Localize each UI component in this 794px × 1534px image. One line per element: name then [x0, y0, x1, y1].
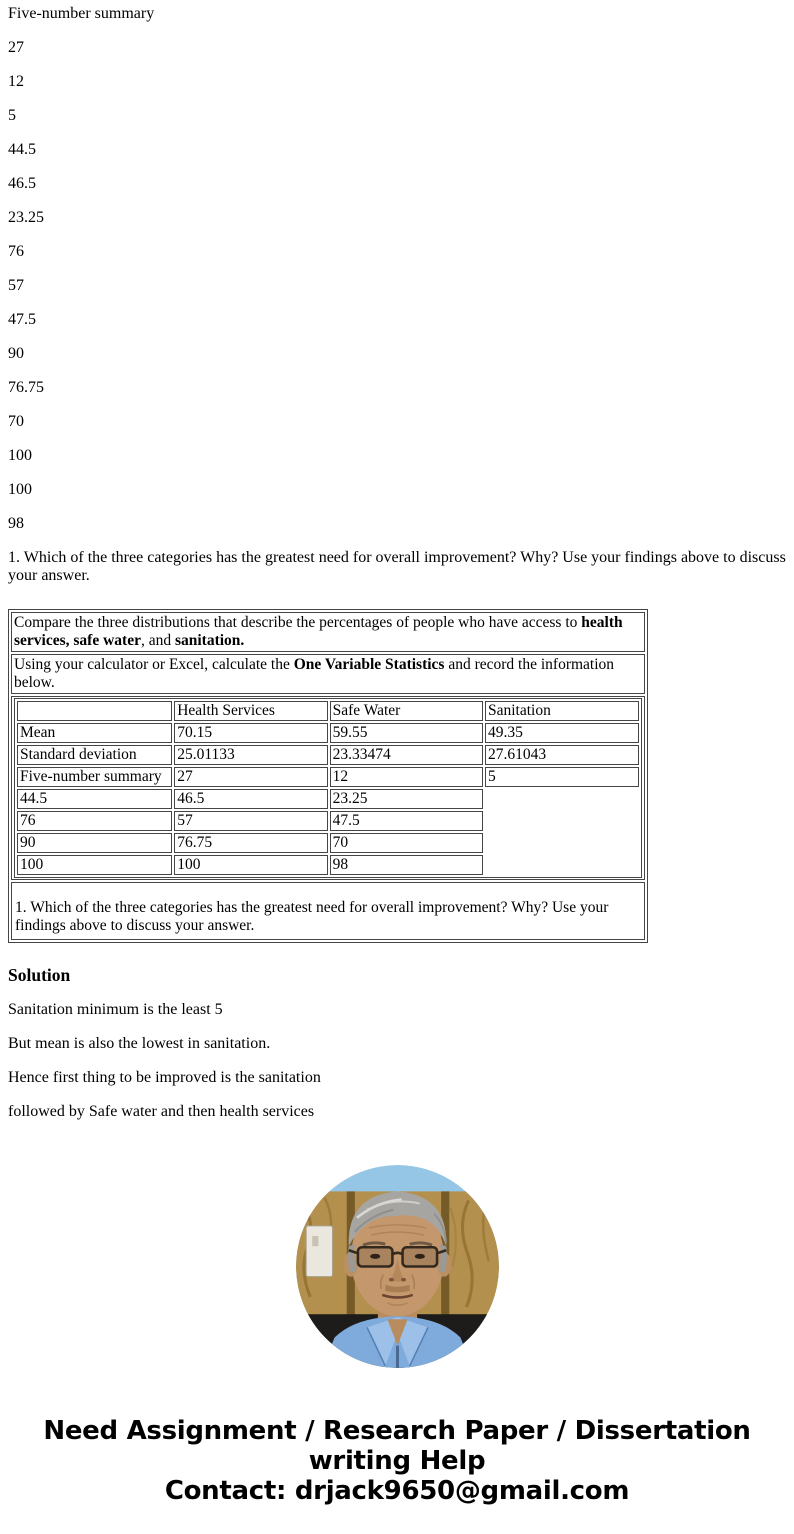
- instruction-row: [11, 654, 645, 694]
- table-question-cell: [11, 882, 645, 940]
- compare-text-2: , and: [140, 632, 175, 649]
- stats-value: 12: [330, 767, 483, 787]
- data-value: 23.25: [8, 209, 44, 226]
- data-value: 100: [8, 481, 32, 498]
- stats-value: 90: [17, 833, 172, 853]
- calc-instruction-cell: [11, 654, 645, 694]
- compare-row: [11, 612, 645, 652]
- data-value: 27: [8, 39, 24, 56]
- footer-line-1: Need Assignment / Research Paper / Dissertation: [43, 1416, 751, 1446]
- data-value: 76: [8, 243, 24, 260]
- table-row-standard-deviation: [17, 745, 639, 765]
- five-number-summary-list: [8, 5, 786, 533]
- data-value: 76.75: [8, 379, 44, 396]
- stats-value: 23.33474: [330, 745, 483, 765]
- stats-value: 44.5: [17, 789, 172, 809]
- stats-value: 47.5: [330, 811, 483, 831]
- table-question-row: [11, 882, 645, 940]
- task-table: [8, 609, 648, 943]
- data-value: 46.5: [8, 175, 36, 192]
- stats-row-label: Five-number summary: [17, 767, 172, 787]
- pre-table-question: 1. Which of the three categories has the greatest need for overall improvement? Why? Use your findings above to discuss your answer.: [8, 549, 786, 584]
- stats-header-row: [17, 701, 639, 721]
- stats-value: 27.61043: [485, 745, 639, 765]
- compare-instruction-cell: [11, 612, 645, 652]
- stats-value: 46.5: [174, 789, 327, 809]
- stats-value: 100: [17, 855, 172, 875]
- data-value: 100: [8, 447, 32, 464]
- stats-value: 49.35: [485, 723, 639, 743]
- stats-value: 25.01133: [174, 745, 327, 765]
- stats-row-label: Mean: [17, 723, 172, 743]
- stats-container-row: [11, 696, 645, 880]
- data-list-label: Five-number summary: [8, 5, 155, 22]
- stats-row-label: Standard deviation: [17, 745, 172, 765]
- data-value: 98: [8, 515, 24, 532]
- solution-line: Sanitation minimum is the least 5: [8, 1001, 223, 1018]
- stats-cell: [11, 696, 645, 880]
- footer-line-2: writing Help: [308, 1446, 486, 1476]
- tutor-photo-illustration: [296, 1165, 499, 1368]
- stats-value: 23.25: [330, 789, 483, 809]
- stats-value: 100: [174, 855, 327, 875]
- data-value: 12: [8, 73, 24, 90]
- compare-bold-sanitation: sanitation.: [174, 632, 245, 649]
- table-row: [17, 789, 639, 809]
- stats-header-safe-water: Safe Water: [330, 701, 483, 721]
- data-value: 90: [8, 345, 24, 362]
- table-row: [17, 833, 639, 853]
- instruction-bold-one-variable-statistics: One Variable Statistics: [293, 656, 445, 673]
- stats-value: 70.15: [174, 723, 327, 743]
- data-value: 47.5: [8, 311, 36, 328]
- data-value: 70: [8, 413, 24, 430]
- data-value: 5: [8, 107, 16, 124]
- stats-value: 76.75: [174, 833, 327, 853]
- footer-contact-email: Contact: drjack9650@gmail.com: [164, 1476, 630, 1506]
- footer-banner: [8, 1416, 786, 1506]
- table-row-mean: [17, 723, 639, 743]
- table-row: [17, 811, 639, 831]
- compare-text-1: Compare the three distributions that describe the percentages of people who have access to: [14, 614, 582, 631]
- solution-heading: Solution: [8, 965, 71, 985]
- stats-header-sanitation: Sanitation: [485, 701, 639, 721]
- table-row: [17, 855, 639, 875]
- solution-line: But mean is also the lowest in sanitation.: [8, 1035, 271, 1052]
- stats-value: 57: [174, 811, 327, 831]
- instruction-text-1: Using your calculator or Excel, calculate the: [14, 656, 294, 673]
- data-value: 44.5: [8, 141, 36, 158]
- stats-value: 27: [174, 767, 327, 787]
- stats-corner-cell: [17, 701, 172, 721]
- data-value: 57: [8, 277, 24, 294]
- solution-line: followed by Safe water and then health services: [8, 1103, 315, 1120]
- stats-table: [14, 698, 642, 878]
- stats-value: 5: [485, 767, 639, 787]
- stats-value: 70: [330, 833, 483, 853]
- solution-line: Hence first thing to be improved is the sanitation: [8, 1069, 321, 1086]
- document-page: [0, 5, 794, 1534]
- stats-value: 59.55: [330, 723, 483, 743]
- table-question-text: 1. Which of the three categories has the greatest need for overall improvement? Why? Use your findings above to discuss your answer.: [15, 899, 609, 934]
- compare-bold-health-safe-water: health services, safe water: [14, 614, 623, 649]
- stats-value: 98: [330, 855, 483, 875]
- stats-value: 76: [17, 811, 172, 831]
- instruction-text-2: and record the information below.: [14, 656, 615, 691]
- stats-header-health-services: Health Services: [174, 701, 327, 721]
- table-row-five-number-summary: [17, 767, 639, 787]
- tutor-avatar: [296, 1165, 499, 1368]
